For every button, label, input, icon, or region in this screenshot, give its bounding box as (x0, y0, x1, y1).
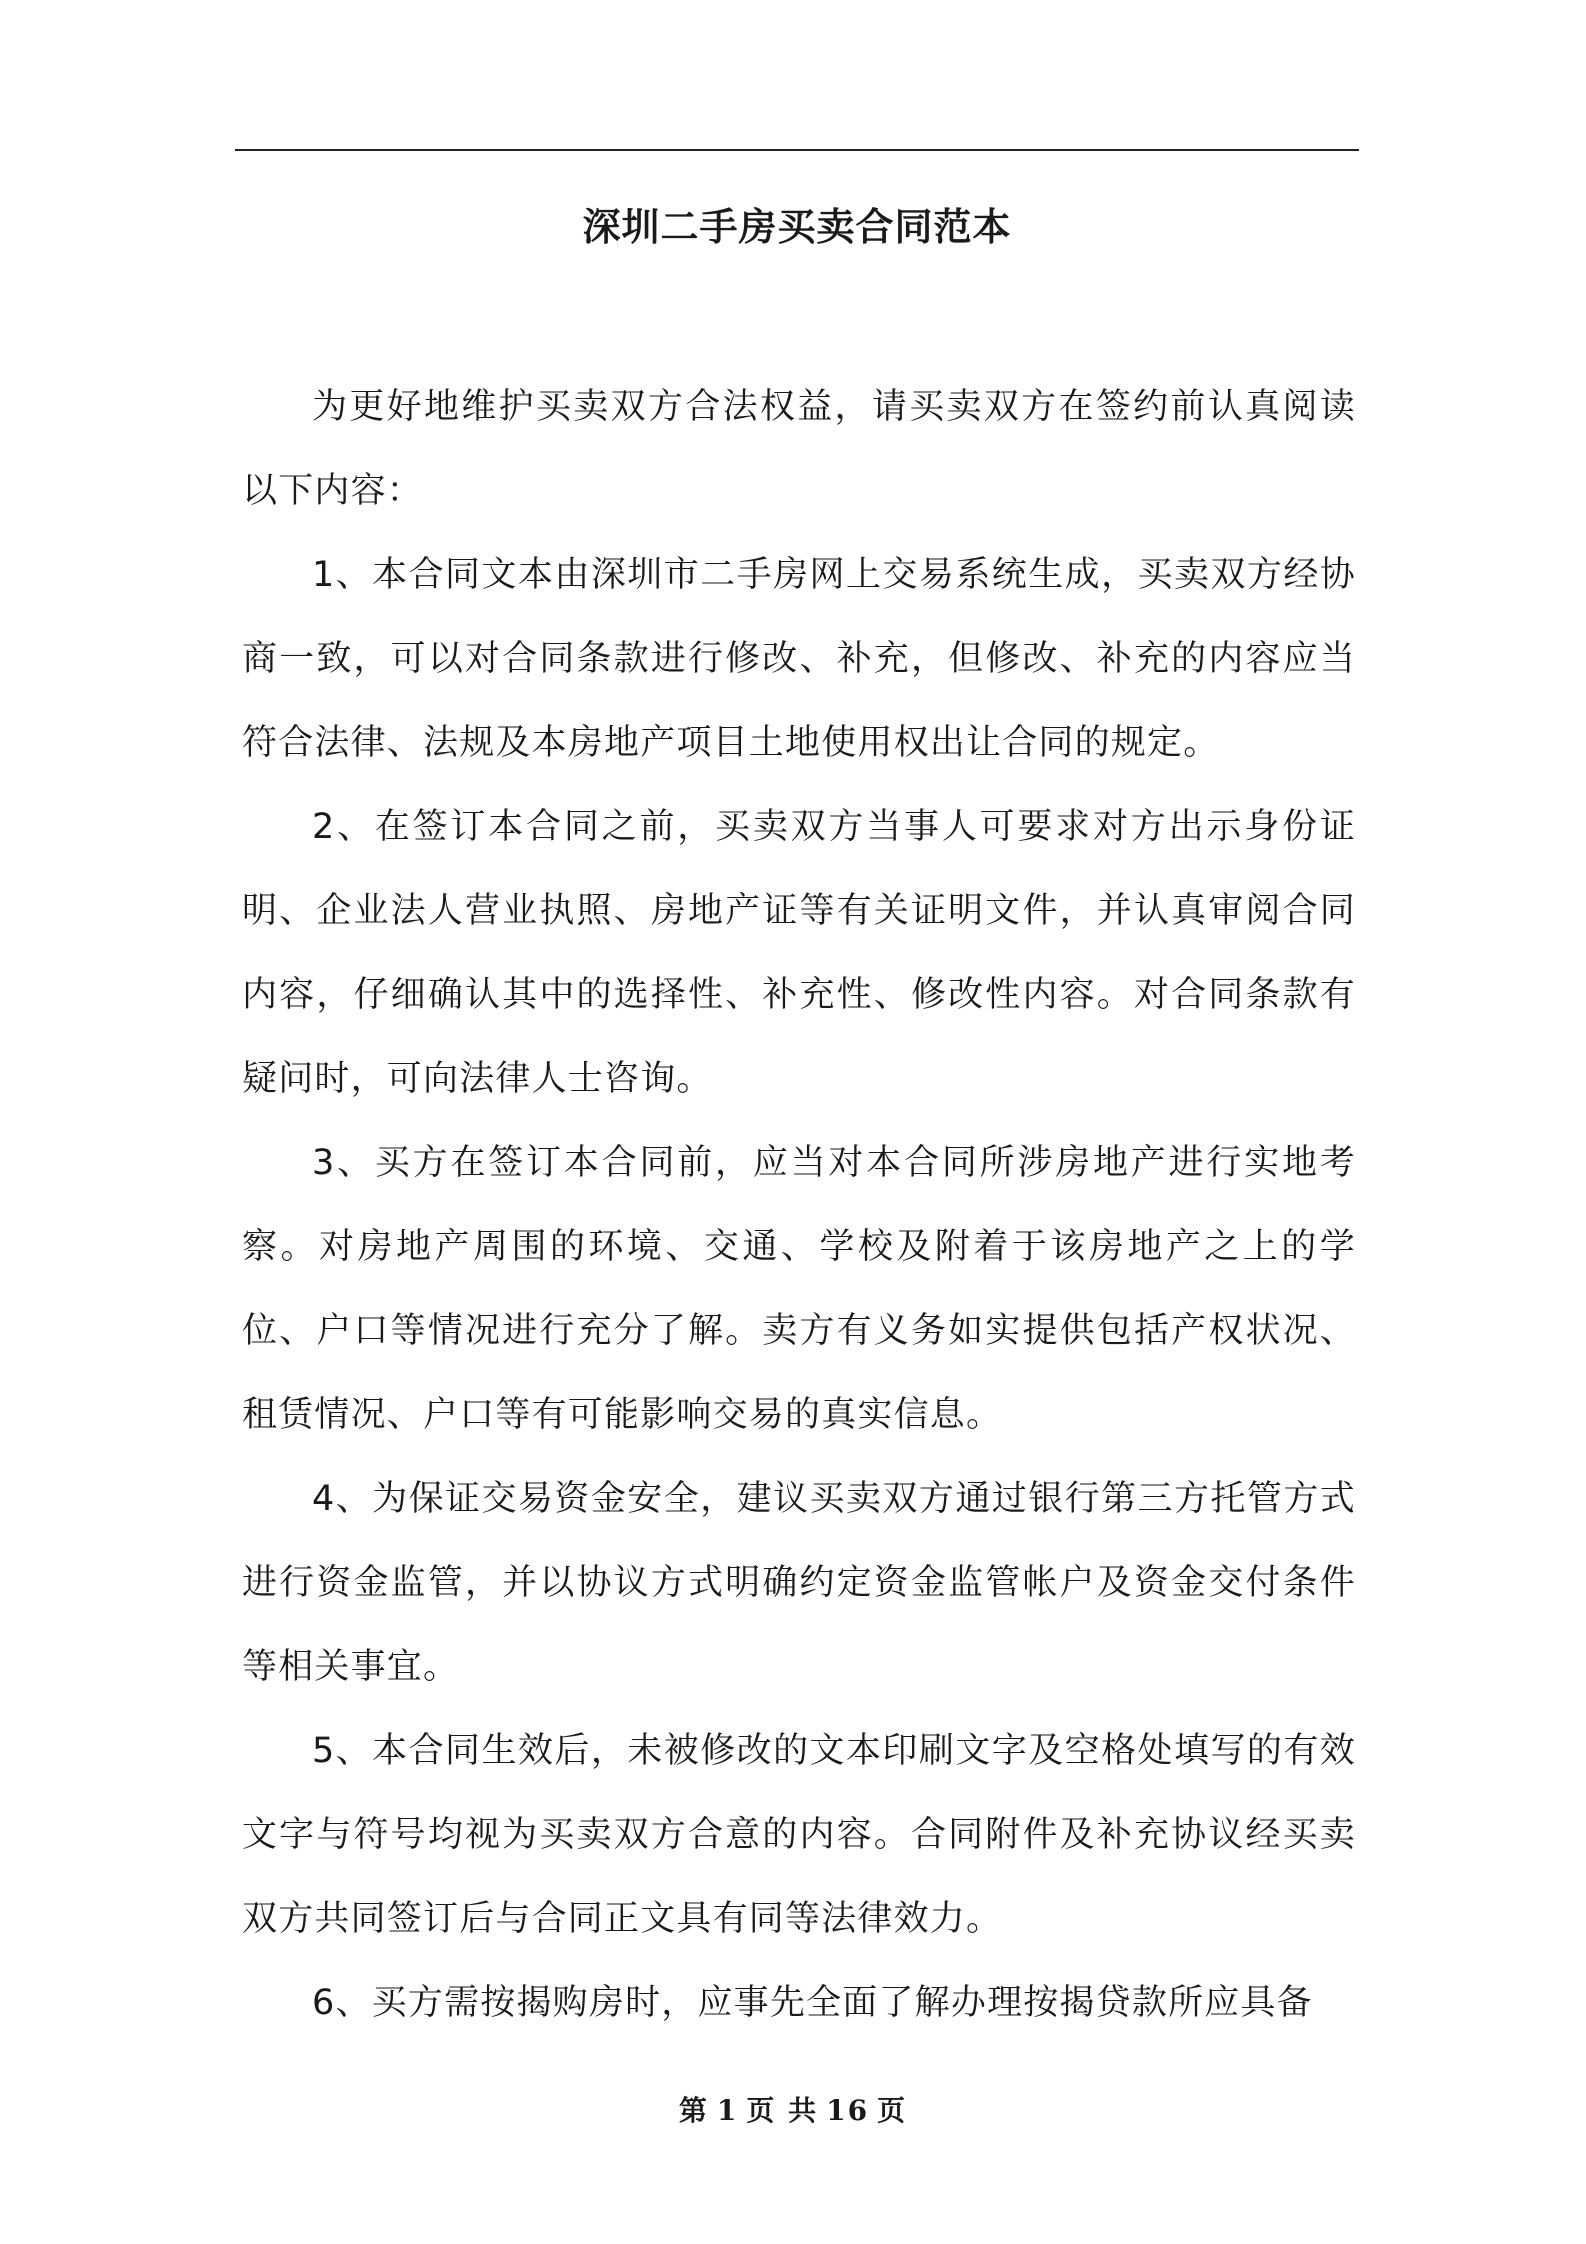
header-rule (235, 149, 1359, 151)
footer-total-pages: 16 (826, 2094, 870, 2127)
clause-5-paragraph: 5、本合同生效后，未被修改的文本印刷文字及空格处填写的有效文字与符号均视为买卖双方合意的内容。合同附件及补充协议经买卖双方共同签订后与合同正文具有同等法律效力。 (242, 1731, 1356, 1939)
clause-3-paragraph: 3、买方在签订本合同前，应当对本合同所涉房地产进行实地考察。对房地产周围的环境、交通、学校及附着于该房地产之上的学位、户口等情况进行充分了解。卖方有义务如实提供包括产权状况、租赁情况、户口等有可能影响交易的真实信息。 (242, 1143, 1356, 1435)
footer-current-page: 1 (716, 2094, 739, 2127)
page-number-footer (0, 2091, 1586, 2131)
footer-suffix: 页 (877, 2094, 908, 2127)
clause-2-paragraph: 2、在签订本合同之前，买卖双方当事人可要求对方出示身份证明、企业法人营业执照、房地产证等有关证明文件，并认真审阅合同内容，仔细确认其中的选择性、补充性、修改性内容。对合同条款有疑问时，可向法律人士咨询。 (242, 807, 1356, 1099)
clause-4-paragraph: 4、为保证交易资金安全，建议买卖双方通过银行第三方托管方式进行资金监管，并以协议方式明确约定资金监管帐户及资金交付条件等相关事宜。 (242, 1479, 1356, 1687)
document-title: 深圳二手房买卖合同范本 (582, 205, 1012, 249)
intro-paragraph: 为更好地维护买卖双方合法权益，请买卖双方在签约前认真阅读以下内容： (242, 387, 1356, 511)
footer-middle: 页 共 (746, 2094, 819, 2127)
clause-6-paragraph: 6、买方需按揭购房时，应事先全面了解办理按揭贷款所应具备 (312, 1983, 1313, 2023)
clause-1-paragraph: 1、本合同文本由深圳市二手房网上交易系统生成，买卖双方经协商一致，可以对合同条款进行修改、补充，但修改、补充的内容应当符合法律、法规及本房地产项目土地使用权出让合同的规定。 (242, 555, 1356, 763)
footer-prefix: 第 (678, 2094, 709, 2127)
document-body (242, 365, 1356, 2045)
